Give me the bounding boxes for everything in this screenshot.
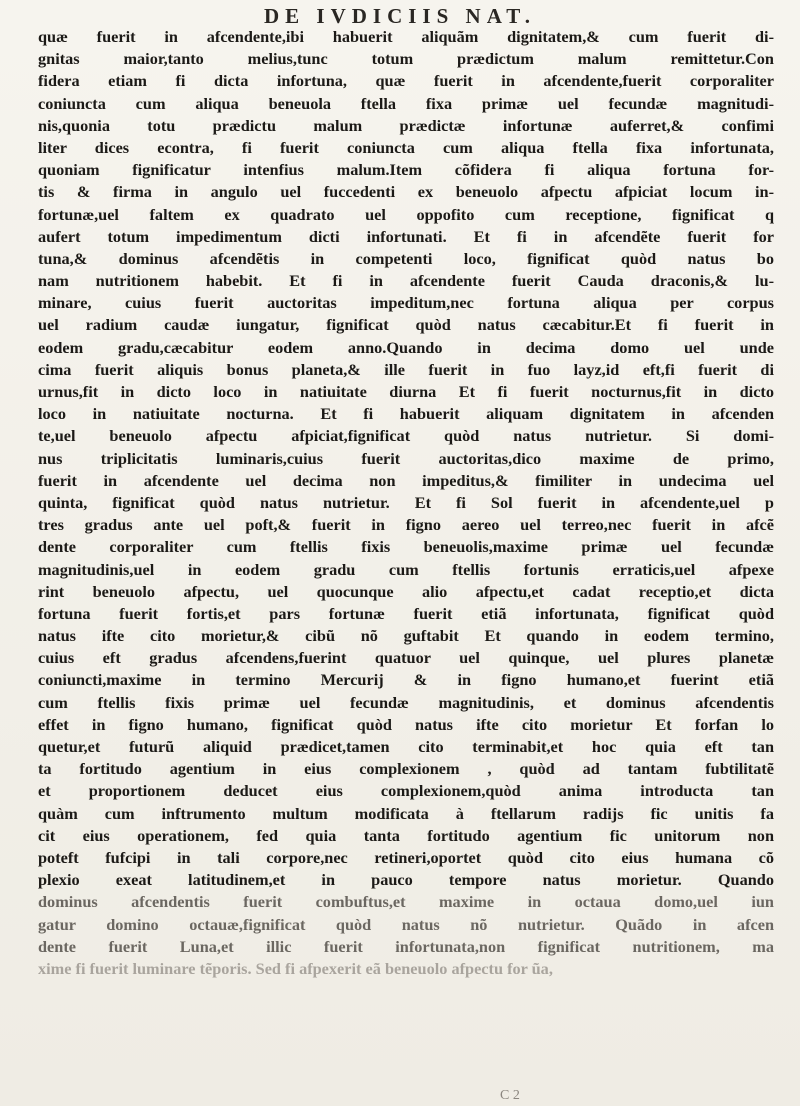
- text-line: rint beneuolo afpectu, uel quocunque alio afpectu,et cadat receptio,et dicta: [38, 581, 774, 601]
- text-line: poteft fufcipi in tali corpore,nec retineri,oportet quòd cito eius humana cõ: [38, 847, 774, 867]
- text-line: tis & firma in angulo uel fuccedenti ex beneuolo afpectu afpiciat locum in-: [38, 182, 774, 202]
- text-line: quæ fuerit in afcendente,ibi habuerit aliquãm dignitatem,& cum fuerit di-: [38, 27, 774, 46]
- text-line: tres gradus ante uel poft,& fuerit in figno aereo uel terreo,nec fuerit in afcẽ: [38, 515, 774, 535]
- text-line: coniuncta cum aliqua beneuola ftella fixa primæ uel fecundæ magnitudi-: [38, 93, 774, 113]
- text-line: gnitas maior,tanto melius,tunc totum prædictum malum remittetur.Con: [38, 49, 774, 69]
- text-line: urnus,fit in dicto loco in natiuitate diurna Et fi fuerit nocturnus,fit in dicto: [38, 382, 774, 401]
- text-line: dente corporaliter cum ftellis fixis beneuolis,maxime primæ uel fecundæ: [38, 537, 774, 557]
- text-line: coniuncti,maxime in termino Mercurij & in figno humano,et fuerint etiã: [38, 670, 774, 690]
- text-line: quoniam fignificatur intenfius malum.Item cõfidera fi aliqua fortuna for-: [38, 160, 774, 180]
- text-line: uel radium caudæ iungatur, fignificat quòd natus cæcabitur.Et fi fuerit in: [38, 315, 774, 335]
- text-line: dente fuerit Luna,et illic fuerit infortunata,non fignificat nutritionem, ma: [38, 936, 774, 956]
- text-line: quàm cum inftrumento multum modificata à ftellarum radijs fic unitis fa: [38, 803, 774, 823]
- text-line: nam nutritionem habebit. Et fi in afcendente fuerit Cauda draconis,& lu-: [38, 271, 774, 291]
- text-line: minare, cuius fuerit auctoritas impeditum,nec fortuna aliqua per corpus: [38, 293, 774, 313]
- text-line: te,uel beneuolo afpectu afpiciat,fignificat quòd natus nutrietur. Si domi-: [38, 426, 774, 446]
- text-line: aufert totum impedimentum dicti infortunati. Et fi in afcendẽte fuerit for: [38, 226, 774, 246]
- text-line: fidera etiam fi dicta infortuna, quæ fuerit in afcendente,fuerit corporaliter: [38, 71, 774, 91]
- text-line: cum ftellis fixis primæ uel fecundæ magnitudinis, et dominus afcendentis: [38, 692, 774, 712]
- text-line: plexio exeat latitudinem,et in pauco tempore natus morietur. Quando: [38, 870, 774, 890]
- text-line: nis,quonia totu prædictu malum prædictæ infortunæ auferret,& confimi: [38, 115, 774, 135]
- text-line: cuius eft gradus afcendens,fuerint quatuor uel quinque, uel plures planetæ: [38, 648, 774, 668]
- text-line: quinta, fignificat quòd natus nutrietur. Et fi Sol fuerit in afcendente,uel p: [38, 492, 774, 512]
- text-line: quetur,et futurũ aliquid prædicet,tamen cito terminabit,et hoc quia eft tan: [38, 737, 774, 756]
- text-line: xime fi fuerit luminare tẽporis. Sed fi afpexerit eã beneuolo afpectu for ũa,: [38, 958, 553, 978]
- text-line: effet in figno humano, fignificat quòd natus ifte cito morietur Et forfan lo: [38, 714, 774, 734]
- text-line: tuna,& dominus afcendẽtis in competenti loco, fignificat quòd natus bo: [38, 248, 774, 268]
- text-line: loco in natiuitate nocturna. Et fi habuerit aliquam dignitatem in afcenden: [38, 404, 774, 424]
- text-line: natus ifte cito morietur,& cibũ nõ guftabit Et quando in eodem termino,: [38, 626, 774, 646]
- text-line: fuerit in afcendente uel decima non impeditus,& fimiliter in undecima uel: [38, 470, 774, 490]
- body-text: [38, 26, 774, 980]
- text-line: cit eius operationem, fed quia tanta fortitudo agentium fic unitorum non: [38, 825, 774, 845]
- text-line: fortunæ,uel faltem ex quadrato uel oppofito cum receptione, fignificat q: [38, 204, 774, 224]
- text-line: eodem gradu,cæcabitur eodem anno.Quando in decima domo uel unde: [38, 337, 774, 357]
- text-line: liter dices econtra, fi fuerit coniuncta cum aliqua ftella fixa infortunata,: [38, 137, 774, 157]
- text-line: ta fortitudo agentium in eius complexionem , quòd ad tantam fubtilitatẽ: [38, 759, 774, 779]
- text-line: fortuna fuerit fortis,et pars fortunæ fuerit etiã infortunata, fignificat quòd: [38, 603, 774, 623]
- text-line: magnitudinis,uel in eodem gradu cum ftellis fortunis erraticis,uel afpexe: [38, 559, 774, 579]
- text-line: cima fuerit aliquis bonus planeta,& ille fuerit in fuo layz,id eft,fi fuerit di: [38, 359, 774, 379]
- text-line: et proportionem deducet eius complexionem,quòd anima introducta tan: [38, 781, 774, 801]
- text-line: dominus afcendentis fuerit combuftus,et maxime in octaua domo,uel iun: [38, 892, 774, 912]
- text-line: nus triplicitatis luminaris,cuius fuerit auctoritas,dico maxime de primo,: [38, 448, 774, 468]
- text-line: gatur domino octauæ,fignificat quòd natus nõ nutrietur. Quãdo in afcen: [38, 914, 774, 934]
- running-head: DE IVDICIIS NAT.: [263, 4, 536, 28]
- signature-mark: C 2: [500, 1088, 520, 1103]
